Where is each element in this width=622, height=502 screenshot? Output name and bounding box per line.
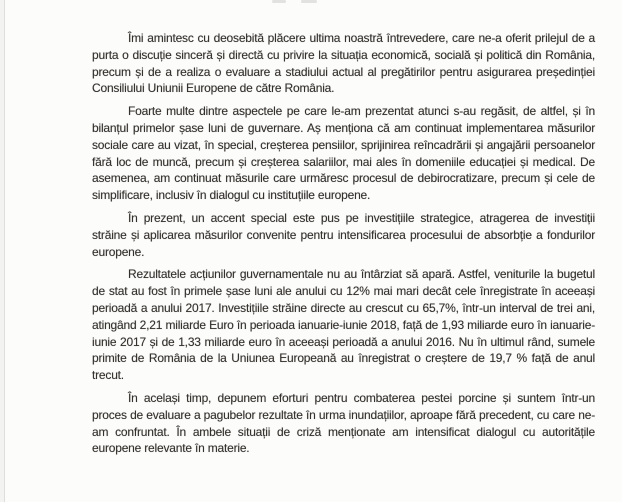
- letter-body: [92, 30, 595, 463]
- paragraph: În prezent, un accent special este pus pe investițiile strategice, atragerea de investiții străine și aplicarea măsurilor convenite pentru intensificarea procesului de absorbție a fondurilor europene.: [92, 210, 595, 259]
- scan-artifact-top-2: [301, 0, 317, 3]
- paragraph: Foarte multe dintre aspectele pe care le-am prezentat atunci s-au regăsit, de altfel, și în bilanțul primelor șase luni de guvernare. Aș menționa că am continuat implementarea măsurilor sociale care au vizat, în special, creșterea pensiilor, sprijinirea reîncadrării și angajării persoanelor fără loc de muncă, precum și creșterea salariilor, mai ales în domeniile educației și medical. De asemenea, am continuat măsurile care urmăresc procesul de debirocratizare, precum și cele de simplificare, inclusiv în dialogul cu instituțiile europene.: [92, 104, 595, 203]
- scan-edge-artifact: [0, 0, 5, 502]
- paragraph: Rezultatele acțiunilor guvernamentale nu au întârziat să apară. Astfel, veniturile la bugetul de stat au fost în primele șase luni ale anului cu 12% mai mari decât cele înregistrate în aceeași perioadă a anului 2017. Investițiile străine directe au crescut cu 65,7%, într-un interval de trei ani, atingând 2,21 miliarde Euro în perioada ianuarie-iunie 2018, față de 1,93 miliarde euro în ianuarie-iunie 2017 și de 1,33 miliarde euro în aceeași perioadă a anului 2016. Nu în ultimul rând, sumele primite de România de la Uniunea Europeană au înregistrat o creștere de 19,7 % față de anul trecut.: [92, 267, 595, 383]
- paragraph: Îmi amintesc cu deosebită plăcere ultima noastră întrevedere, care ne-a oferit prilejul de a purta o discuție sinceră și directă cu privire la situația economică, socială și politică din România, precum și de a realiza o evaluare a stadiului actual al pregătirilor pentru asigurarea președinției Consiliului Uniunii Europene de către România.: [92, 31, 595, 96]
- scan-artifact-top-1: [272, 0, 286, 3]
- paragraph: În același timp, depunem eforturi pentru combaterea pestei porcine și suntem într-un proces de evaluare a pagubelor rezultate în urma inundațiilor, aproape fără precedent, cu care ne-am confruntat. În ambele situații de criză menționate am intensificat dialogul cu autoritățile europene relevante în materie.: [92, 390, 595, 456]
